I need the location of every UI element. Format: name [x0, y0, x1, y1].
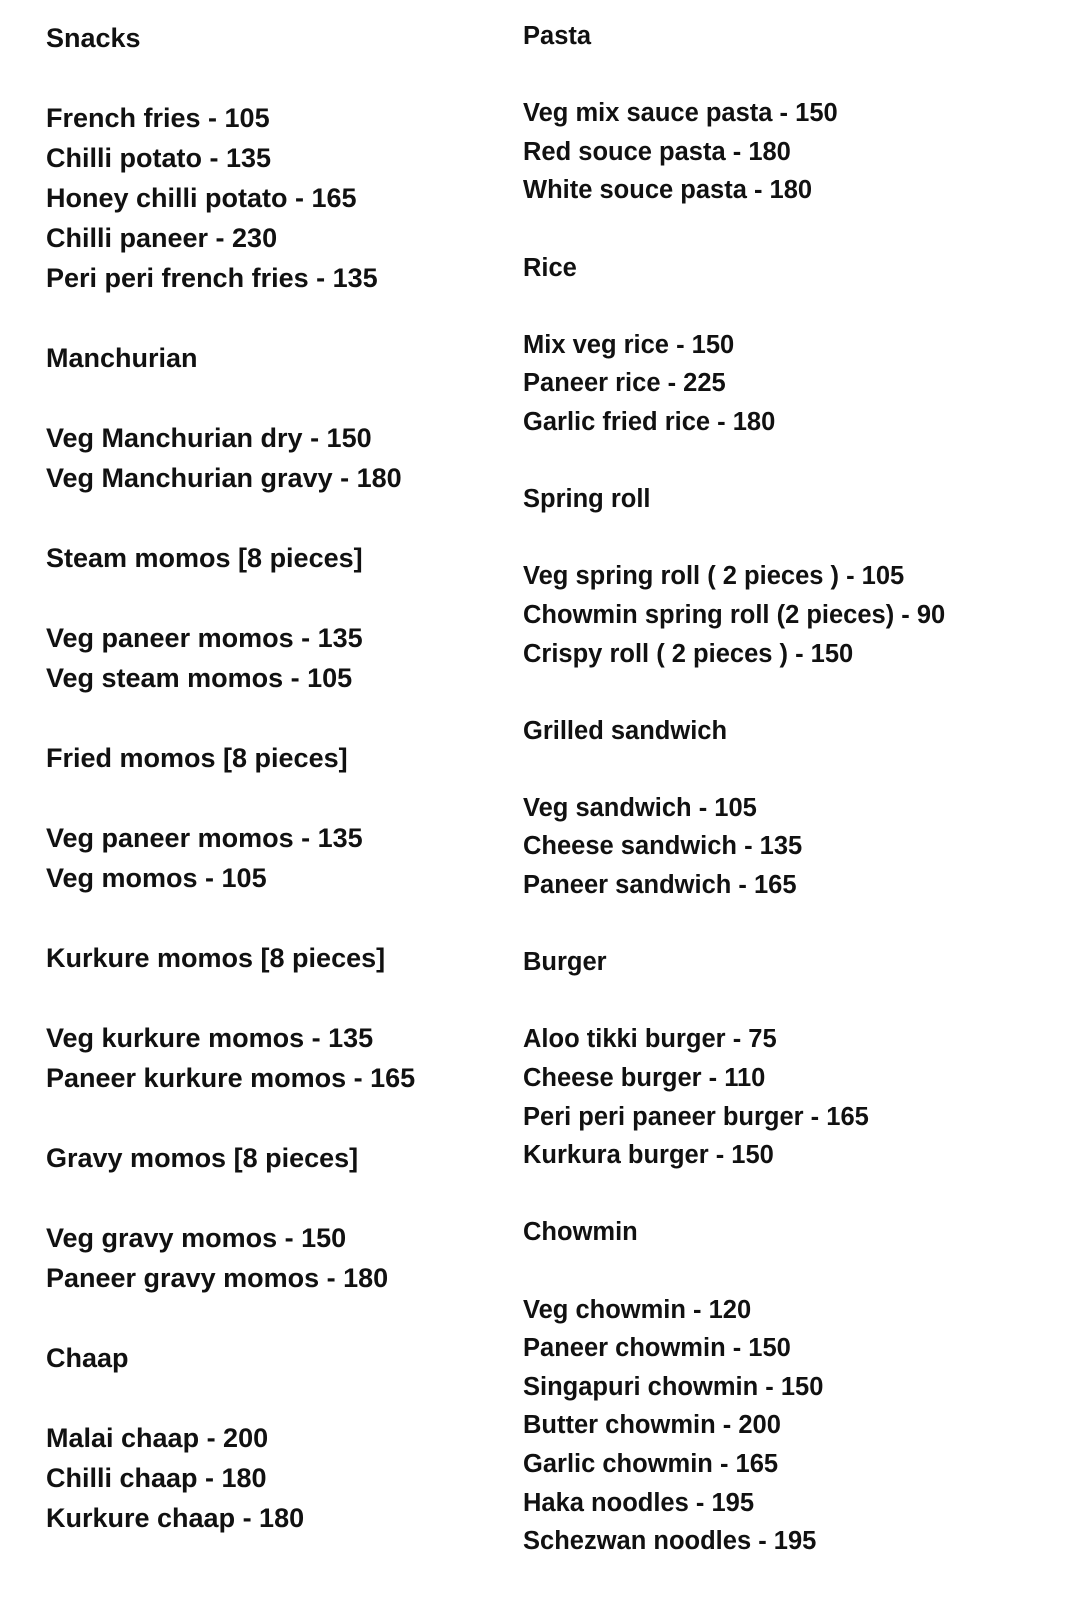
- menu-item: Chilli paneer - 230: [46, 223, 278, 253]
- section-heading: Grilled sandwich: [523, 716, 728, 745]
- section-heading: Spring roll: [523, 485, 651, 514]
- menu-item: Honey chilli potato - 165: [46, 183, 357, 213]
- section-heading: Fried momos [8 pieces]: [46, 743, 348, 773]
- menu-section-steam-momos-8-pieces: [46, 538, 415, 698]
- menu-section-gravy-momos-8-pieces: [46, 1138, 415, 1298]
- menu-item: Veg Manchurian dry - 150: [46, 423, 372, 453]
- section-heading: Burger: [523, 948, 607, 977]
- menu-right-column: [523, 17, 945, 1599]
- menu-item: Peri peri french fries - 135: [46, 263, 378, 293]
- menu-item: Paneer sandwich - 165: [523, 871, 797, 900]
- menu-item: Malai chaap - 200: [46, 1423, 269, 1453]
- menu-item: Garlic chowmin - 165: [523, 1449, 779, 1478]
- section-heading: Gravy momos [8 pieces]: [46, 1143, 359, 1173]
- menu-item: Veg chowmin - 120: [523, 1295, 752, 1324]
- menu-section-spring-roll: [523, 480, 945, 673]
- menu-item: Veg spring roll ( 2 pieces ) - 105: [523, 562, 905, 591]
- menu-item: White souce pasta - 180: [523, 176, 813, 205]
- menu-item: Garlic fried rice - 180: [523, 407, 776, 436]
- menu-section-chaap: [46, 1338, 415, 1538]
- menu-section-fried-momos-8-pieces: [46, 738, 415, 898]
- menu-item: Butter chowmin - 200: [523, 1411, 781, 1440]
- section-heading: Chowmin: [523, 1218, 638, 1247]
- menu-section-rice: [523, 249, 945, 442]
- menu-item: Kurkura burger - 150: [523, 1141, 774, 1170]
- section-heading: Pasta: [523, 22, 592, 50]
- section-heading: Rice: [523, 253, 577, 282]
- section-heading: Kurkure momos [8 pieces]: [46, 943, 386, 973]
- menu-left-column: [46, 18, 415, 1578]
- menu-section-kurkure-momos-8-pieces: [46, 938, 415, 1098]
- menu-section-manchurian: [46, 338, 415, 498]
- section-heading: Snacks: [46, 23, 141, 53]
- menu-item: Veg steam momos - 105: [46, 663, 353, 693]
- menu-section-burger: [523, 943, 945, 1175]
- menu-item: Veg momos - 105: [46, 863, 267, 893]
- menu-item: Veg kurkure momos - 135: [46, 1023, 374, 1053]
- section-heading: Chaap: [46, 1343, 129, 1373]
- menu-item: Chowmin spring roll (2 pieces) - 90: [523, 600, 946, 629]
- menu-item: Paneer gravy momos - 180: [46, 1263, 389, 1293]
- menu-section-grilled-sandwich: [523, 712, 945, 905]
- menu-item: Paneer chowmin - 150: [523, 1334, 791, 1363]
- menu-item: Haka noodles - 195: [523, 1488, 755, 1517]
- menu-item: Chilli potato - 135: [46, 143, 272, 173]
- menu-item: Cheese sandwich - 135: [523, 832, 803, 861]
- menu-item: Veg gravy momos - 150: [46, 1223, 347, 1253]
- menu-item: Schezwan noodles - 195: [523, 1527, 817, 1556]
- menu-item: Veg Manchurian gravy - 180: [46, 463, 402, 493]
- menu-item: French fries - 105: [46, 103, 270, 133]
- section-heading: Steam momos [8 pieces]: [46, 543, 363, 573]
- menu-item: Mix veg rice - 150: [523, 330, 735, 359]
- menu-item: Aloo tikki burger - 75: [523, 1025, 777, 1054]
- menu-item: Veg mix sauce pasta - 150: [523, 99, 838, 128]
- menu-item: Kurkure chaap - 180: [46, 1503, 305, 1533]
- menu-item: Crispy roll ( 2 pieces ) - 150: [523, 639, 854, 668]
- menu-section-pasta: [523, 17, 945, 210]
- menu-section-snacks: [46, 18, 415, 298]
- menu-item: Veg sandwich - 105: [523, 793, 757, 822]
- menu-section-chowmin: [523, 1213, 945, 1560]
- menu-item: Singapuri chowmin - 150: [523, 1372, 824, 1401]
- menu-item: Peri peri paneer burger - 165: [523, 1102, 869, 1131]
- menu-item: Paneer kurkure momos - 165: [46, 1063, 416, 1093]
- menu-item: Paneer rice - 225: [523, 369, 726, 398]
- menu-item: Red souce pasta - 180: [523, 137, 791, 166]
- section-heading: Manchurian: [46, 343, 198, 373]
- menu-item: Veg paneer momos - 135: [46, 623, 363, 653]
- menu-item: Cheese burger - 110: [523, 1064, 766, 1093]
- menu-item: Chilli chaap - 180: [46, 1463, 267, 1493]
- menu-item: Veg paneer momos - 135: [46, 823, 363, 853]
